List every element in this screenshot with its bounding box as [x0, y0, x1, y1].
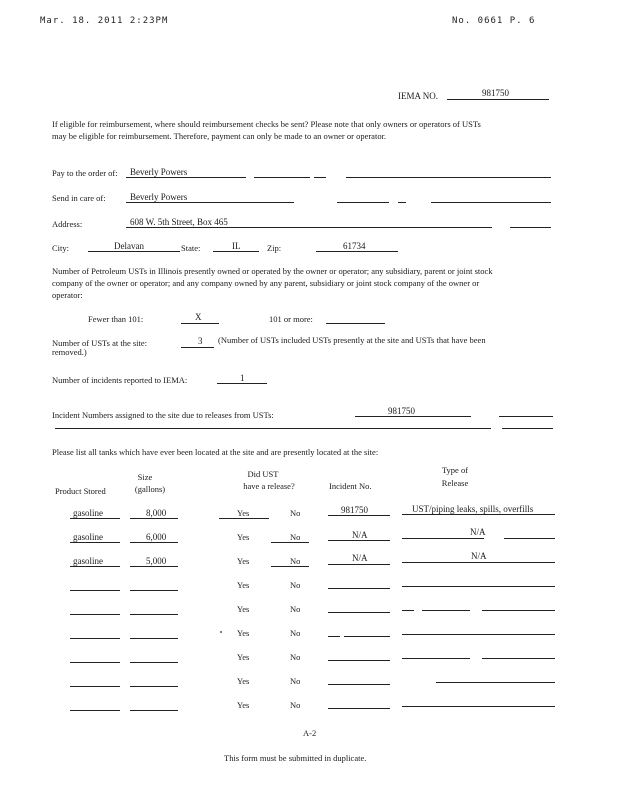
city-label: City: — [52, 243, 70, 253]
row-9-no: No — [290, 700, 301, 710]
pay-to-label: Pay to the order of: — [52, 168, 118, 178]
fewer-than-101-mark: X — [195, 312, 202, 322]
address-value: 608 W. 5th Street, Box 465 — [130, 217, 228, 227]
incidents-count-label: Number of incidents reported to IEMA: — [52, 375, 188, 385]
header-release: Release — [441, 478, 469, 488]
header-had-release: have a release? — [243, 481, 295, 491]
row-9-yes: Yes — [237, 700, 250, 710]
row-4-no: No — [290, 580, 301, 590]
fewer-than-101-label: Fewer than 101: — [88, 314, 144, 324]
usts-owned-question: Number of Petroleum USTs in Illinois presently owned or operated by the owner or operator; any subsidiary, parent or joint stock company of the owner or operator; and any company owned by any parent, subsidiary or joint stock company of the owner or operator: — [52, 266, 493, 300]
row-1-yes: Yes — [237, 508, 250, 518]
fax-datetime: Mar. 18. 2011 2:23PM — [40, 16, 169, 26]
header-size-unit: (gallons) — [134, 484, 166, 494]
header-size: Size — [137, 472, 153, 482]
zip-value: 61734 — [343, 241, 366, 251]
row-1-release-type: UST/piping leaks, spills, overfills — [412, 504, 534, 514]
row-2-size: 6,000 — [146, 532, 167, 542]
site-usts-value: 3 — [198, 336, 203, 346]
pay-to-value: Beverly Powers — [130, 167, 188, 177]
iema-no-label: IEMA NO. — [398, 91, 438, 101]
row-3-no: No — [290, 556, 301, 566]
state-label: State: — [181, 243, 201, 253]
row-2-incident: N/A — [352, 530, 368, 540]
site-usts-note: (Number of USTs included USTs presently at the site and USTs that have been removed.) — [52, 335, 486, 357]
incidents-count-value: 1 — [240, 373, 245, 383]
row-3-size: 5,000 — [146, 556, 167, 566]
header-incident-no: Incident No. — [329, 481, 372, 491]
zip-label: Zip: — [267, 243, 282, 253]
address-label: Address: — [52, 219, 83, 229]
duplicate-submission-note: This form must be submitted in duplicate. — [224, 753, 367, 763]
row-6-no: No — [290, 628, 301, 638]
row-2-yes: Yes — [237, 532, 250, 542]
tanks-list-intro: Please list all tanks which have ever been located at the site and are presently located at the site: — [52, 447, 379, 457]
incident-numbers-label: Incident Numbers assigned to the site due to releases from USTs: — [52, 410, 274, 420]
row-4-yes: Yes — [237, 580, 250, 590]
header-type-of: Type of — [441, 465, 469, 475]
row-6-yes: Yes — [237, 628, 250, 638]
row-8-no: No — [290, 676, 301, 686]
more-than-101-label: 101 or more: — [269, 314, 313, 324]
row-5-yes: Yes — [237, 604, 250, 614]
row-2-no: No — [290, 532, 301, 542]
row-3-product: gasoline — [73, 556, 103, 566]
fax-page-number: No. 0661 P. 6 — [452, 16, 536, 26]
site-usts-label: Number of USTs at the site: — [52, 338, 148, 348]
reimbursement-intro: If eligible for reimbursement, where should reimbursement checks be sent? Please note that only owners or operators of USTs may be eligible for reimbursement. Therefore, payment can only be made to an owner or operator. — [52, 119, 481, 141]
care-of-label: Send in care of: — [52, 193, 106, 203]
row-1-size: 8,000 — [146, 508, 167, 518]
row-5-no: No — [290, 604, 301, 614]
row-3-yes: Yes — [237, 556, 250, 566]
row-3-release-type: N/A — [471, 551, 487, 561]
row-3-incident: N/A — [352, 553, 368, 563]
state-value: IL — [232, 241, 241, 251]
row-7-yes: Yes — [237, 652, 250, 662]
city-value: Delavan — [114, 241, 144, 251]
row-1-incident: 981750 — [341, 505, 368, 515]
row-1-no: No — [290, 508, 301, 518]
row-8-yes: Yes — [237, 676, 250, 686]
iema-no-value: 981750 — [482, 88, 509, 98]
row-7-no: No — [290, 652, 301, 662]
header-product-stored: Product Stored — [55, 486, 106, 496]
header-did-ust: Did UST — [247, 469, 279, 479]
incident-numbers-value: 981750 — [388, 406, 415, 416]
care-of-value: Beverly Powers — [130, 192, 188, 202]
row-1-product: gasoline — [73, 508, 103, 518]
row-2-product: gasoline — [73, 532, 103, 542]
row-2-release-type: N/A — [470, 527, 486, 537]
page-id: A-2 — [303, 728, 317, 738]
